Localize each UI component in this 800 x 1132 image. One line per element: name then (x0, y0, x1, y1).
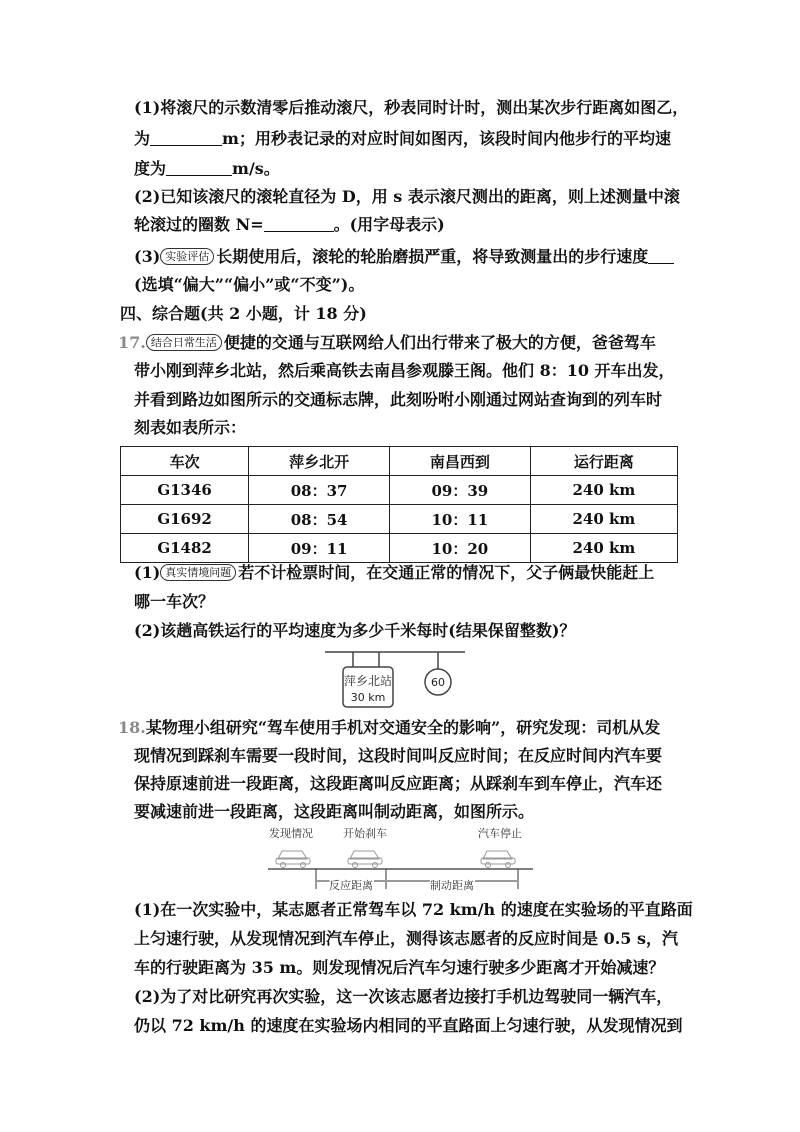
q16-part3-text: 长期使用后，滚轮的轮胎磨损严重，将导致测量出的步行速度 (216, 247, 649, 266)
q16-part1-line3 (134, 158, 280, 180)
q18-sub1-line1: (1)在一次实验中，某志愿者正常驾车以 72 km/h 的速度在实验场的平直路面 (134, 900, 693, 919)
q18-line4: 要减速前进一段距离，这段距离叫制动距离，如图所示。 (134, 802, 535, 821)
daily-life-badge: 结合日常生活 (146, 334, 222, 351)
q18-sub1-line2: 上匀速行驶，从发现情况到汽车停止，测得该志愿者的反应时间是 0.5 s，汽 (134, 929, 678, 948)
table-cell: 240 km (530, 476, 677, 505)
station-name: 萍乡北站 (343, 674, 393, 688)
q17-number: 17. (118, 333, 146, 352)
speed-limit-value: 60 (431, 676, 445, 689)
table-header-cell: 运行距离 (530, 447, 677, 476)
section-heading: 四、综合题(共 2 小题，计 18 分) (120, 304, 367, 323)
label-discover: 发现情况 (269, 827, 313, 840)
q17-sub1-text: 若不计检票时间，在交通正常的情况下，父子俩最快能赶上 (238, 563, 655, 582)
car-icon (276, 851, 310, 868)
q16-part2-text-a: 轮滚过的圈数 N= (134, 215, 264, 234)
q18-line1 (118, 717, 660, 739)
table-cell: 240 km (530, 505, 677, 534)
q16-part1-text-d: m/s。 (232, 159, 280, 178)
table-cell: G1692 (121, 505, 249, 534)
answer-blank-turns[interactable] (264, 215, 334, 232)
q18-line3: 保持原速前进一段距离，这段距离叫反应距离；从踩刹车到车停止，汽车还 (134, 774, 663, 793)
table-cell: 09：11 (249, 534, 390, 563)
car-icon (481, 851, 515, 868)
q17-sub1-line2: 哪一车次？ (134, 592, 215, 611)
table-cell: 240 km (530, 534, 677, 563)
table-cell: G1482 (121, 534, 249, 563)
q18-number: 18. (118, 718, 146, 737)
q16-part3-prefix: (3) (134, 247, 161, 266)
station-distance: 30 km (350, 691, 386, 704)
table-header-cell: 南昌西到 (389, 447, 530, 476)
car-icon (348, 851, 382, 868)
q17-line1 (118, 332, 656, 354)
label-car-stop: 汽车停止 (478, 827, 522, 840)
q16-part3-line2: (选填“偏大”“偏小”或“不变”)。 (134, 275, 365, 294)
table-cell: 08：37 (249, 476, 390, 505)
braking-distance-figure (268, 825, 533, 893)
table-cell: 10：20 (389, 534, 530, 563)
label-reaction-distance: 反应距离 (329, 879, 373, 892)
label-braking-distance: 制动距离 (430, 879, 474, 892)
table-cell: G1346 (121, 476, 249, 505)
table-row (121, 534, 678, 563)
q17-sub1-prefix: (1) (134, 563, 161, 582)
table-cell: 10：11 (389, 505, 530, 534)
label-start-brake: 开始刹车 (343, 827, 387, 840)
table-cell: 09：39 (389, 476, 530, 505)
q16-part2-text-b: 。(用字母表示) (333, 215, 445, 234)
q16-part3-line1 (134, 246, 674, 268)
answer-blank-distance[interactable] (150, 129, 222, 146)
experiment-evaluation-badge: 实验评估 (160, 248, 214, 265)
answer-blank-speed-effect[interactable] (648, 247, 674, 264)
q18-line2: 现情况到踩刹车需要一段时间，这段时间叫反应时间；在反应时间内汽车要 (134, 746, 663, 765)
q16-part1-text-c: 度为 (134, 159, 167, 178)
table-header-cell: 萍乡北开 (249, 447, 390, 476)
q18-sub2-line1: (2)为了对比研究再次实验，这一次该志愿者边接打手机边驾驶同一辆汽车， (134, 987, 673, 1006)
table-cell: 08：54 (249, 505, 390, 534)
table-row (121, 476, 678, 505)
q17-line3: 并看到路边如图所示的交通标志牌，此刻吩咐小刚通过网站查询到的列车时 (134, 390, 663, 409)
q18-sub2-line2: 仍以 72 km/h 的速度在实验场内相同的平直路面上匀速行驶，从发现情况到 (134, 1016, 683, 1035)
q16-part1-text-a: 为 (134, 129, 151, 148)
real-situation-badge: 真实情境问题 (160, 564, 236, 581)
q16-part1-line1: (1)将滚尺的示数清零后推动滚尺，秒表同时计时，测出某次步行距离如图乙， (134, 98, 689, 117)
q17-line2: 带小刚到萍乡北站，然后乘高铁去南昌参观滕王阁。他们 8：10 开车出发， (134, 361, 675, 380)
answer-blank-speed[interactable] (166, 159, 232, 176)
table-header-cell: 车次 (121, 447, 249, 476)
q17-line4: 刻表如表所示： (134, 418, 247, 437)
q17-text1: 便捷的交通与互联网给人们出行带来了极大的方便，爸爸驾车 (223, 333, 656, 352)
q16-part2-line1: (2)已知该滚尺的滚轮直径为 D，用 s 表示滚尺测出的距离，则上述测量中滚 (134, 187, 680, 206)
q16-part1-text-b: m；用秒表记录的对应时间如图丙，该段时间内他步行的平均速 (222, 129, 671, 148)
table-row (121, 505, 678, 534)
q18-text1: 某物理小组研究“驾车使用手机对交通安全的影响”，研究发现：司机从发 (145, 718, 661, 737)
q16-part2-line2 (134, 214, 445, 236)
q17-sub2-line1: (2)该趟高铁运行的平均速度为多少千米每时(结果保留整数)？ (134, 621, 576, 640)
q17-sub1-line1 (134, 562, 654, 584)
q16-part1-line2 (134, 128, 671, 150)
q18-sub1-line3: 车的行驶距离为 35 m。则发现情况后汽车匀速行驶多少距离才开始减速？ (134, 958, 665, 977)
table-header-row (121, 447, 678, 476)
traffic-sign-figure (325, 645, 465, 715)
train-timetable (120, 446, 678, 563)
